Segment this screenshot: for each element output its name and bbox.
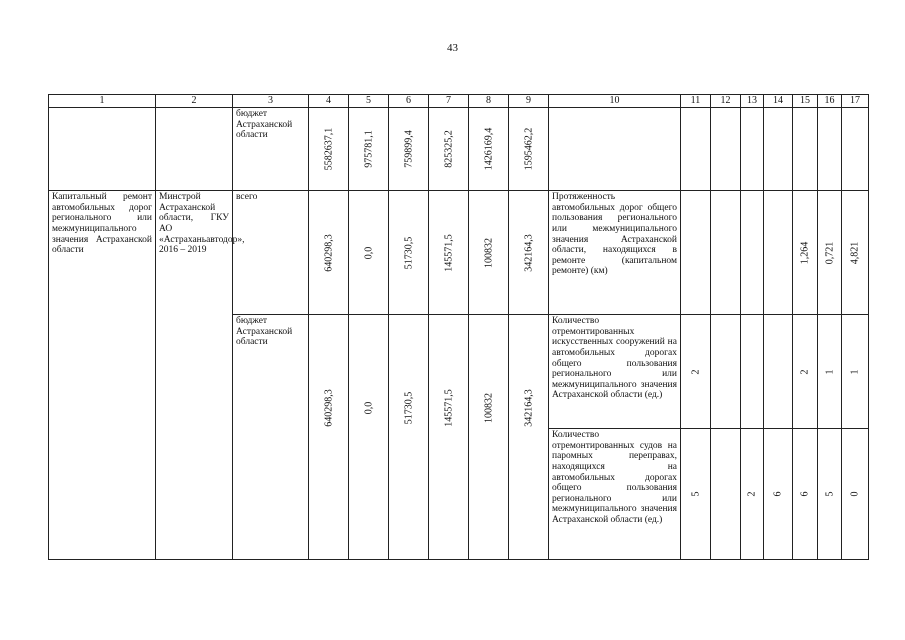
header-col-11: 11 [681,95,711,108]
cell-empty [711,108,741,191]
header-col-15: 15 [793,95,818,108]
header-col-7: 7 [429,95,469,108]
value-cell [309,108,349,191]
indicator-cell [549,108,681,191]
indicator-value-cell [681,315,711,429]
indicator-value-cell [842,315,869,429]
header-col-5: 5 [349,95,389,108]
value: 100832 [482,237,494,268]
indicator-value-cell [793,191,818,315]
indicator-cell: Количество отремонтированных судов на паромных переправах, находящихся на автомобильных дорогах общего пользования регионального или межмуниципального значения Астраханской области (ед.) [549,429,681,560]
header-col-6: 6 [389,95,429,108]
header-col-14: 14 [764,95,793,108]
header-col-4: 4 [309,95,349,108]
value: 100832 [482,392,494,423]
value-cell [389,191,429,315]
cell-empty [793,108,818,191]
cell-empty [818,108,842,191]
value-cell [509,191,549,315]
indicator-value-cell [818,191,842,315]
value: 759899,4 [402,130,414,168]
cell-empty [156,108,233,191]
indicator-value-cell [741,429,764,560]
header-col-13: 13 [741,95,764,108]
indicator-value-cell [741,191,764,315]
indicator-value: 0,721 [823,241,835,264]
value-cell [429,108,469,191]
indicator-value-cell [793,429,818,560]
indicator-value-cell [764,315,793,429]
funding-source: всего [233,191,309,315]
header-col-17: 17 [842,95,869,108]
funding-source: бюджет Астраханской области [233,315,309,560]
page-number: 43 [447,42,458,54]
value: 51730,5 [402,236,414,269]
indicator-value: 1 [849,369,861,374]
indicator-value-cell [741,315,764,429]
cell-empty [49,108,156,191]
indicator-value: 2 [799,369,811,374]
header-col-10: 10 [549,95,681,108]
value-cell [509,108,549,191]
header-col-2: 2 [156,95,233,108]
indicator-value: 2 [746,491,758,497]
value-cell [309,315,349,560]
value: 1595462,2 [522,127,534,171]
value-cell [349,315,389,560]
header-col-3: 3 [233,95,309,108]
value-cell [389,315,429,560]
value: 145571,5 [442,233,454,272]
value-cell [469,108,509,191]
indicator-value: 6 [772,491,784,497]
indicator-cell: Количество отремонтированных искусственных сооружений на автомобильных дорогах общего пользования регионального или межмуниципального значения Астраханской области (ед.) [549,315,681,429]
indicator-value-cell [681,429,711,560]
program-table [48,94,869,560]
indicator-value-cell [764,429,793,560]
indicator-value-cell [842,191,869,315]
value: 342164,3 [522,388,534,427]
indicator-value-cell [818,315,842,429]
value-cell [349,191,389,315]
cell-empty [741,108,764,191]
value: 640298,3 [322,388,334,427]
indicator-value: 5 [823,491,835,497]
indicator-value: 1,264 [799,241,811,264]
value: 145571,5 [442,388,454,427]
value: 975781,1 [362,130,374,168]
value-cell [429,191,469,315]
indicator-value-cell [764,191,793,315]
value-cell [389,108,429,191]
value: 1426169,4 [482,127,494,171]
value: 342164,3 [522,233,534,272]
indicator-value-cell [711,191,741,315]
indicator-value: 2 [689,369,701,374]
activity-name: Капитальный ремонт автомобильных дорог регионального или межмуниципального значения Астраханской области [49,191,156,560]
value: 0,0 [362,401,374,414]
value-cell [349,108,389,191]
indicator-value-cell [711,315,741,429]
indicator-value: 5 [689,491,701,497]
value: 640298,3 [322,233,334,272]
header-col-12: 12 [711,95,741,108]
header-col-16: 16 [818,95,842,108]
header-row [49,95,869,108]
indicator-value-cell [793,315,818,429]
responsible-executor: Минстрой Астраханской области, ГКУ АО «Астраханьавтодор», 2016 – 2019 [156,191,233,560]
value-cell [469,191,509,315]
cell-empty [681,108,711,191]
value-cell [429,315,469,560]
indicator-value: 6 [799,491,811,497]
header-col-9: 9 [509,95,549,108]
indicator-value-cell [818,429,842,560]
table-row [49,108,869,191]
value-cell [309,191,349,315]
indicator-value-cell [711,429,741,560]
value-cell [509,315,549,560]
cell-empty [764,108,793,191]
table-row [49,191,869,315]
indicator-value-cell [842,429,869,560]
value: 825325,2 [442,130,454,168]
value: 0,0 [362,246,374,259]
indicator-value: 4,821 [849,241,861,264]
funding-source: бюджет Астраханской области [233,108,309,191]
indicator-cell: Протяженность автомобильных дорог общего пользования регионального или межмуниципального значения Астраханской области, находящихся в ремонте (капитальном ремонте) (км) [549,191,681,315]
value-cell [469,315,509,560]
indicator-value: 1 [823,369,835,374]
header-col-1: 1 [49,95,156,108]
value: 51730,5 [402,391,414,424]
indicator-value-cell [681,191,711,315]
indicator-value: 0 [849,491,861,497]
value: 5582637,1 [322,127,334,171]
header-col-8: 8 [469,95,509,108]
cell-empty [842,108,869,191]
